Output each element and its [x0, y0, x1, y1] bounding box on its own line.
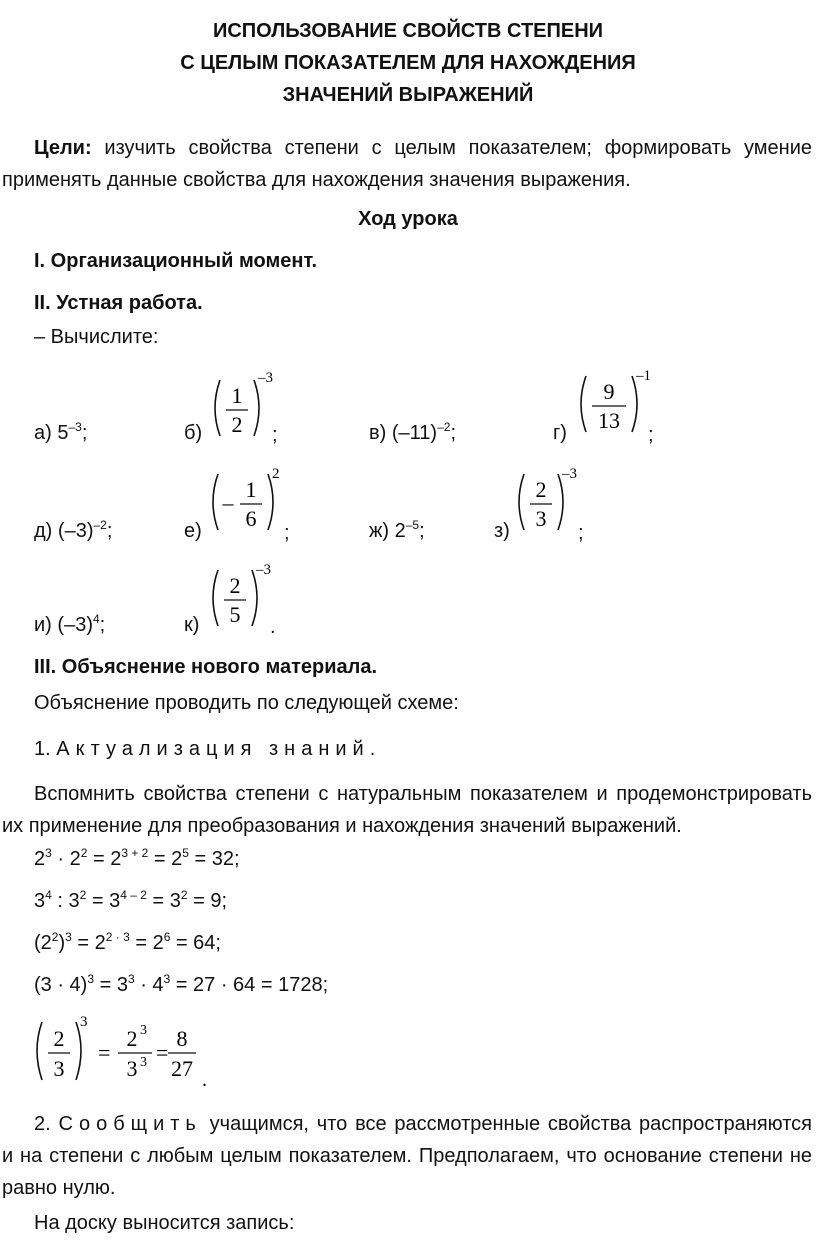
item-e-sign: –: [222, 490, 234, 515]
ex1-eq-1: =: [87, 848, 111, 870]
ex3-close: ): [58, 932, 66, 954]
ex2-exp-2: 2: [79, 888, 87, 902]
step-2-paragraph: [2, 1108, 812, 1204]
ex4-exp-2: 3: [127, 972, 135, 986]
item-a: [34, 422, 87, 445]
example-5-formula: [24, 1010, 214, 1092]
section-1-heading: I. Организационный момент.: [34, 250, 318, 272]
item-zh-exp: –5: [405, 518, 420, 532]
recall-paragraph: Вспомнить свойства степени с натуральным показателем и продемонстрировать их применение для преобразования и нахождения значений выражений.: [2, 783, 812, 837]
ex2-exp-4: 2: [180, 888, 188, 902]
board-note: На доску выносится запись:: [34, 1212, 295, 1234]
item-i: [34, 614, 105, 637]
item-d-label: д): [34, 520, 53, 542]
item-e-fraction: [204, 462, 288, 546]
item-b-den: 2: [231, 412, 243, 437]
item-k-exp: –3: [256, 562, 271, 578]
title-line-1: ИСПОЛЬЗОВАНИЕ СВОЙСТВ СТЕПЕНИ: [212, 20, 604, 42]
ex5-eq-2: =: [156, 1040, 169, 1065]
item-b-num: 1: [231, 383, 243, 408]
section-2-heading: II. Устная работа.: [34, 292, 203, 314]
ex1-exp-3: 3 + 2: [121, 846, 149, 860]
goals-text: изучить свойства степени с целым показателем; формировать умение применять данные свойства для нахождения значения выражения.: [2, 137, 813, 191]
ex5-den: 3: [53, 1056, 65, 1081]
item-d-end: ;: [106, 520, 113, 542]
example-2: [34, 890, 227, 913]
item-k-fraction: [204, 558, 280, 642]
item-e-end: ;: [284, 522, 290, 544]
item-d-base: (–3): [57, 520, 94, 542]
ex1-result: = 32;: [188, 848, 240, 870]
ex5-num3: 8: [176, 1026, 188, 1051]
ex2-base-3: 3: [109, 890, 121, 912]
ex3-base-1: 2: [40, 932, 52, 954]
step-1: [34, 738, 375, 761]
title-line-3: ЗНАЧЕНИЙ ВЫРАЖЕНИЙ: [282, 84, 534, 106]
item-e-label: е): [184, 520, 202, 542]
ex2-exp-1: 4: [45, 888, 52, 902]
ex1-op: ·: [51, 848, 70, 870]
ex4-exp-3: 3: [163, 972, 171, 986]
item-d-exp: –2: [93, 518, 107, 532]
item-a-base: 5: [57, 422, 69, 444]
item-b-exp: –3: [258, 370, 273, 386]
item-i-base: (–3): [57, 614, 93, 636]
ex5-exp: 3: [80, 1014, 88, 1030]
ex1-eq-2: =: [148, 848, 172, 870]
step-2-title: Сообщить: [58, 1113, 202, 1135]
item-i-exp: 4: [92, 612, 100, 626]
ex5-num2-exp: 3: [140, 1023, 147, 1038]
step-1-number: 1.: [34, 738, 51, 760]
item-v-label: в): [369, 422, 387, 444]
ex5-num: 2: [53, 1026, 65, 1051]
step-1-title: Актуализация знаний: [56, 738, 370, 760]
ex3-base-3: 2: [94, 932, 106, 954]
section-3-heading: III. Объяснение нового материала.: [34, 656, 378, 678]
ex4-op: ·: [134, 974, 153, 996]
item-i-label: и): [34, 614, 52, 636]
ex4-base-3: 4: [152, 974, 164, 996]
ex3-base-4: 2: [152, 932, 164, 954]
ex3-exp-2: 3: [65, 930, 72, 944]
ex4-exp-1: 3: [87, 972, 95, 986]
item-a-exp: –3: [68, 420, 82, 434]
ex3-eq-1: =: [71, 932, 95, 954]
ex3-exp-4: 6: [163, 930, 171, 944]
item-zh: [369, 520, 425, 543]
ex4-base-2: 3: [116, 974, 128, 996]
ex5-end: .: [202, 1069, 207, 1091]
item-z-num: 2: [535, 477, 547, 502]
ex2-result: = 9;: [187, 890, 228, 912]
step-1-end: .: [369, 738, 376, 760]
example-1: [34, 848, 240, 871]
item-g-label: г): [553, 422, 567, 444]
item-a-label: а): [34, 422, 52, 444]
ex3-eq-2: =: [129, 932, 153, 954]
item-g-num: 9: [603, 379, 615, 404]
item-b-end: ;: [272, 424, 278, 446]
ex2-op: :: [51, 890, 69, 912]
item-zh-base: 2: [394, 520, 406, 542]
item-k-end: .: [270, 616, 276, 638]
ex5-den2-exp: 3: [140, 1055, 147, 1070]
ex5-den2: 3: [126, 1056, 138, 1081]
item-e-num: 1: [245, 477, 257, 502]
item-i-end: ;: [99, 614, 106, 636]
item-z-end: ;: [578, 522, 584, 544]
ex3-exp-3: 2 · 3: [105, 930, 130, 944]
item-v-exp: –2: [437, 420, 451, 434]
goals-paragraph: [2, 132, 812, 196]
example-4: [34, 974, 328, 997]
item-b-fraction: [206, 366, 276, 450]
item-zh-label: ж): [369, 520, 390, 542]
ex4-eq-1: =: [94, 974, 117, 996]
ex2-eq-1: =: [86, 890, 110, 912]
ex1-base-2: 2: [69, 848, 81, 870]
item-e-exp: 2: [272, 466, 280, 482]
item-v-end: ;: [450, 422, 456, 444]
item-g-den: 13: [598, 408, 620, 433]
item-g-fraction: [572, 364, 654, 446]
item-a-end: ;: [81, 422, 88, 444]
example-3: [34, 932, 221, 955]
item-g-end: ;: [648, 424, 654, 446]
ex2-base-2: 3: [68, 890, 80, 912]
item-v: [369, 422, 456, 445]
ex1-exp-1: 3: [45, 846, 52, 860]
ex1-base-3: 2: [110, 848, 122, 870]
ex2-exp-3: 4 – 2: [120, 888, 147, 902]
ex1-base-4: 2: [171, 848, 183, 870]
ex5-eq-1: =: [98, 1040, 111, 1065]
item-b-label: б): [184, 422, 203, 444]
ex3-result: = 64;: [170, 932, 221, 954]
item-z-fraction: [510, 462, 586, 546]
item-e-den: 6: [245, 506, 257, 531]
step-2-text: учащимся, что все рассмотренные свойства распространяются и на степени с любым целым показателем. Предполагаем, что основание степени не равно нулю.: [2, 1113, 812, 1199]
ex3-open: (: [34, 932, 41, 954]
item-g-exp: –1: [636, 368, 651, 384]
ex5-den3: 27: [171, 1056, 193, 1081]
item-k-num: 2: [229, 573, 241, 598]
ex2-base-1: 3: [34, 890, 46, 912]
item-z-exp: –3: [562, 466, 577, 482]
ex2-base-4: 3: [169, 890, 181, 912]
ex4-prefix: (3 · 4): [34, 974, 88, 996]
step-2-number: 2.: [34, 1113, 51, 1135]
ex4-result: = 27 · 64 = 1728;: [170, 974, 329, 996]
ex1-base-1: 2: [34, 848, 46, 870]
ex3-exp-1: 2: [51, 930, 59, 944]
item-k-label: к): [184, 614, 200, 636]
item-d: [34, 520, 112, 543]
goals-label: Цели:: [34, 137, 92, 159]
item-zh-end: ;: [419, 520, 425, 542]
ex5-num2: 2: [126, 1026, 138, 1051]
oral-prompt: – Вычислите:: [34, 326, 159, 348]
title-line-2: С ЦЕЛЫМ ПОКАЗАТЕЛЕМ ДЛЯ НАХОЖДЕНИЯ: [180, 52, 636, 74]
item-z-label: з): [494, 520, 510, 542]
lesson-heading: Ход урока: [358, 208, 458, 230]
ex2-eq-2: =: [146, 890, 170, 912]
explanation-intro: Объяснение проводить по следующей схеме:: [34, 692, 459, 714]
ex1-exp-4: 5: [182, 846, 189, 860]
item-z-den: 3: [535, 506, 547, 531]
item-v-base: (–11): [391, 422, 438, 444]
item-k-den: 5: [229, 602, 241, 627]
ex1-exp-2: 2: [80, 846, 88, 860]
